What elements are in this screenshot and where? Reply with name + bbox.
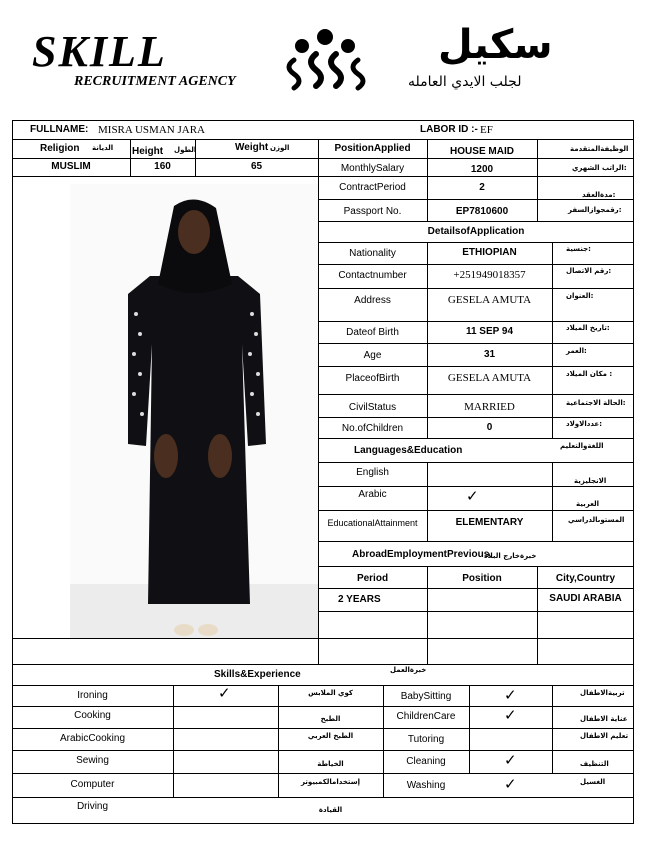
detail-arabic: جنسية: <box>566 245 591 253</box>
fullname-label: FULLNAME: <box>30 124 89 135</box>
skill-check-icon: ✓ <box>504 751 517 769</box>
detail-arabic: العنوان: <box>566 292 594 300</box>
skill-check-icon: ✓ <box>218 684 231 702</box>
english-arabic: الانجليزية <box>574 477 607 485</box>
detail-value: GESELA AMUTA <box>447 372 532 384</box>
arabic-label: Arabic <box>358 489 387 500</box>
detail-arabic: رقم الاتصال: <box>566 267 612 275</box>
skill-label: ArabicCooking <box>59 733 126 744</box>
skills-header-arabic: خبرةالعمل <box>390 666 427 674</box>
religion-value: MUSLIM <box>51 161 91 172</box>
salary-label: MonthlySalary <box>340 163 405 174</box>
detail-label: Nationality <box>349 248 396 259</box>
religion-arabic: الديانة <box>92 144 114 152</box>
weight-value: 65 <box>250 161 263 172</box>
contract-value: 2 <box>479 182 485 193</box>
agency-subtitle: RECRUITMENT AGENCY <box>74 74 236 89</box>
arabic-check-icon: ✓ <box>466 487 479 505</box>
weight-label: Weight <box>235 142 269 153</box>
skill-arabic: الخياطة <box>317 760 344 768</box>
skill-label: Driving <box>76 801 109 812</box>
labor-id-label: LABOR ID :- <box>420 124 478 135</box>
passport-arabic: رقمجوازالسفر: <box>568 206 622 214</box>
skill-arabic: الطبخ العربي <box>307 732 354 740</box>
brand-arabic: سكيل <box>438 22 553 68</box>
salary-value: 1200 <box>470 164 494 175</box>
detail-value: 11 SEP 94 <box>465 326 514 337</box>
skill-arabic: القيادة <box>318 806 343 814</box>
labor-id-value: EF <box>480 124 493 136</box>
skill-label: Tutoring <box>407 734 445 745</box>
skill-check-icon: ✓ <box>504 686 517 704</box>
detail-value: 0 <box>486 422 493 433</box>
abroad-country-value: SAUDI ARABIA <box>549 593 622 604</box>
weight-arabic: الوزن <box>270 144 290 152</box>
detail-value: +251949018357 <box>453 269 526 281</box>
passport-label: Passport No. <box>343 206 402 217</box>
detail-label: Age <box>363 350 382 361</box>
contract-label: ContractPeriod <box>339 182 406 193</box>
detail-label: Address <box>354 295 391 306</box>
contract-arabic: مدةالعقد: <box>582 191 616 199</box>
people-logo-icon <box>278 28 372 94</box>
detail-label: Contactnumber <box>338 270 407 281</box>
height-label: Height <box>132 146 164 157</box>
english-label: English <box>356 467 389 478</box>
abroad-col-country: City,Country <box>555 573 616 584</box>
skill-label: Computer <box>70 779 115 790</box>
skill-arabic: كوي الملابس <box>308 689 353 697</box>
detail-arabic: مكان الميلاد : <box>566 370 613 378</box>
education-label: EducationalAttainment <box>327 518 418 528</box>
brand-logo-text: SKILL <box>32 27 167 76</box>
detail-label: PlaceofBirth <box>345 373 400 384</box>
languages-header: Languages&Education <box>354 445 463 456</box>
abroad-period-value: 2 YEARS <box>338 594 381 605</box>
skill-label: Washing <box>406 780 446 791</box>
detail-value: MARRIED <box>464 401 515 413</box>
height-arabic: الطول <box>174 146 197 154</box>
skill-arabic: عناية الاطفال <box>580 715 628 723</box>
religion-label: Religion <box>40 143 80 154</box>
detail-value: ETHIOPIAN <box>462 247 517 258</box>
detail-arabic: العمر: <box>566 347 587 355</box>
height-value: 160 <box>154 161 171 172</box>
abroad-header-arabic: خبرةخارج البلاد <box>484 552 537 560</box>
candidate-photo <box>70 184 318 638</box>
abroad-col-position: Position <box>462 573 502 584</box>
passport-value: EP7810600 <box>455 206 509 217</box>
detail-label: No.ofChildren <box>341 423 404 434</box>
detail-value: 31 <box>483 349 496 360</box>
skill-label: Cleaning <box>406 756 446 767</box>
skill-label: BabySitting <box>400 691 452 702</box>
position-arabic: الوظيفةالمتقدمة <box>570 145 629 153</box>
salary-arabic: الراتب الشهري: <box>572 164 627 172</box>
detail-arabic: عددالاولاد: <box>566 420 602 428</box>
position-label: PositionApplied <box>334 143 411 154</box>
position-value: HOUSE MAID <box>450 146 514 157</box>
skill-arabic: التنظيف <box>580 760 609 768</box>
skill-arabic: تعليم الاطفال <box>580 732 629 740</box>
details-header: DetailsofApplication <box>427 226 525 237</box>
detail-label: Dateof Birth <box>346 327 399 338</box>
education-arabic: المستوىالدراسي <box>568 516 625 524</box>
skills-header: Skills&Experience <box>214 669 301 680</box>
abroad-col-period: Period <box>356 573 389 584</box>
agency-subtitle-arabic: لجلب الايدي العامله <box>408 74 522 90</box>
abroad-header: AbroadEmploymentPrevious <box>352 549 490 560</box>
skill-arabic: إستخدامالكمبيوتر <box>300 778 361 786</box>
skill-label: Cooking <box>74 710 111 721</box>
skill-label: Sewing <box>76 755 109 766</box>
skill-arabic: الطبخ <box>320 715 341 723</box>
skill-check-icon: ✓ <box>504 775 517 793</box>
detail-label: CivilStatus <box>348 402 397 413</box>
detail-value: GESELA AMUTA <box>447 294 532 306</box>
languages-header-arabic: اللغةوالتعليم <box>560 442 604 450</box>
skill-arabic: تربيةالاطفال <box>580 689 625 697</box>
skill-arabic: الغسيل <box>580 778 606 786</box>
skill-label: ChildrenCare <box>396 711 456 722</box>
skill-check-icon: ✓ <box>504 706 517 724</box>
education-value: ELEMENTARY <box>455 517 524 528</box>
skill-label: Ironing <box>77 690 108 701</box>
detail-arabic: الحالة الاجتماعية: <box>566 399 626 407</box>
fullname-value: MISRA USMAN JARA <box>98 124 205 136</box>
detail-arabic: تاريخ الميلاد: <box>566 324 610 332</box>
arabic-arabic: العربية <box>576 500 600 508</box>
